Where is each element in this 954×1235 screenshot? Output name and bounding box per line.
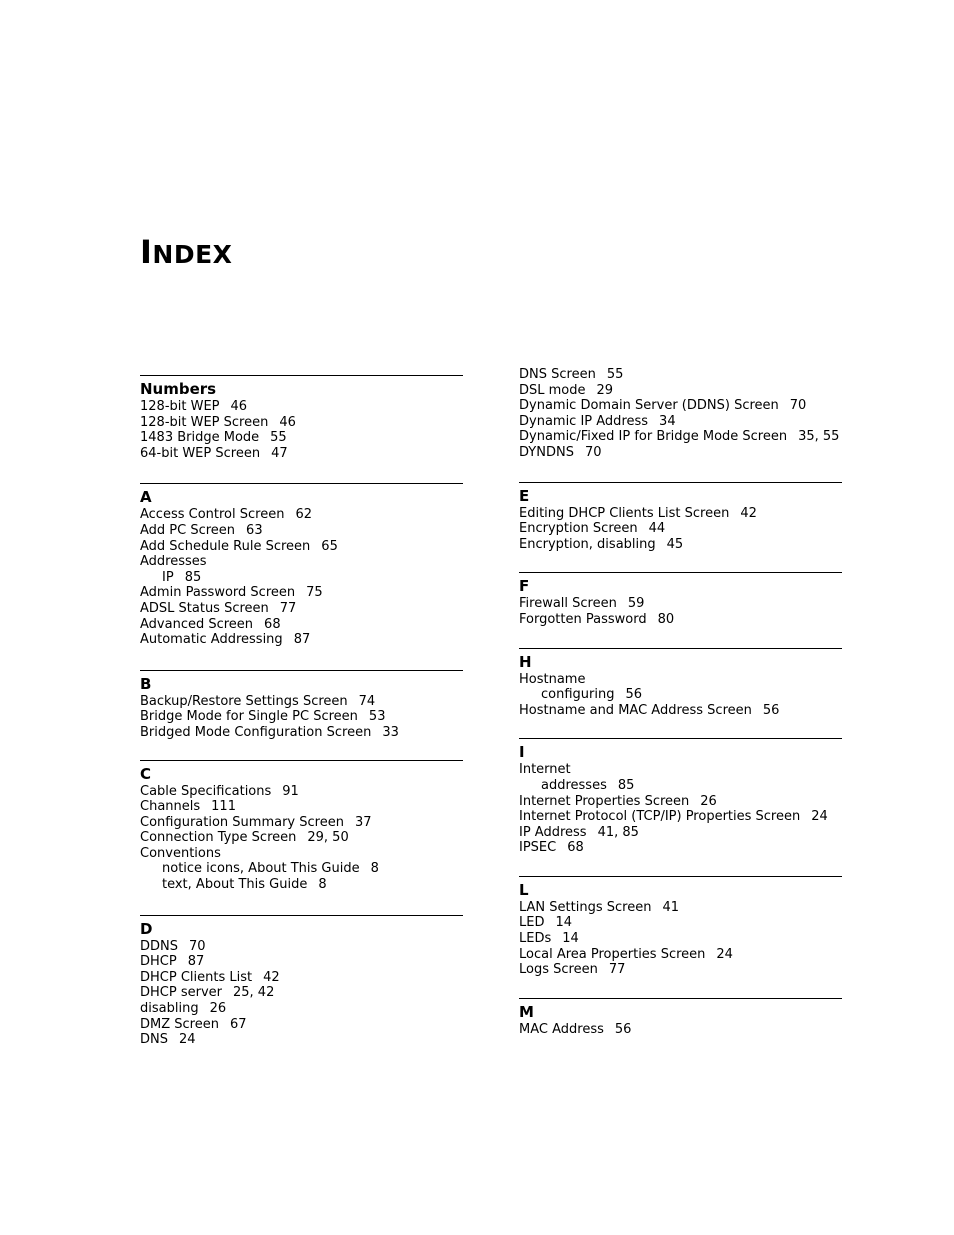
index-term: Hostname and MAC Address Screen [519,702,752,718]
index-term: Connection Type Screen [140,830,297,846]
index-term: DHCP server [140,985,222,1001]
index-term: Internet Protocol (TCP/IP) Properties Screen [519,809,801,825]
index-section [140,670,463,741]
index-page-ref: 56 [762,702,780,718]
index-term: Automatic Addressing [140,632,283,648]
index-term: Editing DHCP Clients List Screen [519,505,730,521]
section-letter: B [140,674,152,693]
index-left-column [140,375,463,1048]
index-term: ADSL Status Screen [140,600,269,616]
index-page-ref: 26 [700,793,717,809]
index-term: DDNS [140,938,178,954]
index-section [140,915,463,1048]
index-page-ref: 24 [179,1032,196,1048]
index-term: Encryption, disabling [519,536,656,552]
index-section [140,375,463,461]
index-subentry [519,778,842,794]
index-entry [519,506,842,522]
index-entry [519,931,842,947]
page-title-rest: NDEX [152,240,233,269]
index-page-ref: 29, 50 [307,830,349,846]
index-section [519,876,842,978]
index-term: Hostname [519,671,586,687]
index-entry [140,585,463,601]
index-entry [140,709,463,725]
index-section [519,367,842,461]
index-page-ref: 24 [811,809,828,825]
index-right-column [519,367,842,1037]
index-entry [519,915,842,931]
index-section [140,760,463,893]
index-term: Backup/Restore Settings Screen [140,693,348,709]
index-term: IPSEC [519,840,557,856]
index-page-ref: 14 [555,915,573,931]
index-term: Access Control Screen [140,507,285,523]
index-term: Dynamic IP Address [519,413,649,429]
index-term: configuring [541,687,615,703]
index-term: MAC Address [519,1021,604,1037]
index-page-ref: 85 [617,777,635,793]
index-term: DSL mode [519,382,586,398]
index-page-ref: 45 [666,536,684,552]
index-page-ref: 59 [627,596,645,612]
index-term: Logs Screen [519,962,598,978]
section-letter: Numbers [140,380,217,398]
index-term: LEDs [519,931,552,947]
index-section [519,998,842,1038]
index-entry [519,672,842,688]
index-term: Internet Properties Screen [519,793,690,809]
page-title-initial: I [140,233,153,271]
index-term: DYNDNS [519,444,574,460]
index-section [519,572,842,627]
index-term: 1483 Bridge Mode [140,430,260,446]
section-letter: A [140,488,152,507]
index-term: Local Area Properties Screen [519,946,706,962]
index-entry [519,900,842,916]
index-entry [519,1022,842,1038]
index-section [140,483,463,647]
section-letter: I [519,743,525,762]
section-letter: E [519,486,530,505]
index-page-ref: 29 [596,382,614,398]
index-page-ref: 46 [279,414,296,430]
index-page-ref: 41 [662,899,679,915]
index-term: DMZ Screen [140,1016,219,1032]
index-page-ref: 8 [370,861,379,877]
page-title [140,232,232,275]
index-term: Channels [140,799,201,815]
index-entry [519,703,842,719]
index-entry [140,446,463,462]
index-page-ref: 24 [716,946,733,962]
index-entry [140,799,463,815]
index-page-ref: 56 [614,1021,632,1037]
index-entry [519,429,842,445]
index-page-ref: 75 [306,585,323,601]
index-entry [519,445,842,461]
section-letter: F [519,577,530,596]
index-page-ref: 62 [295,507,313,523]
index-term: text, About This Guide [162,877,308,893]
index-entry [519,398,842,414]
index-entry [140,430,463,446]
index-page-ref: 37 [354,814,372,830]
index-term: Bridged Mode Configuration Screen [140,724,372,740]
section-letter: H [519,652,532,671]
index-term: LED [519,915,545,931]
index-term: Add Schedule Rule Screen [140,538,311,554]
section-letter: D [140,919,153,938]
index-page-ref: 56 [625,687,643,703]
index-page-ref: 68 [567,840,584,856]
index-term: DNS [140,1032,168,1048]
index-term: Cable Specifications [140,783,272,799]
index-page-ref: 70 [189,938,206,954]
index-term: IP Address [519,824,587,840]
index-page-ref: 70 [584,444,602,460]
index-term: Firewall Screen [519,596,617,612]
index-term: IP [162,569,174,585]
index-term: Internet [519,762,571,778]
index-entry [519,383,842,399]
index-entry [140,632,463,648]
index-page-ref: 68 [264,616,281,632]
index-term: LAN Settings Screen [519,899,652,915]
index-page-ref: 34 [659,413,676,429]
index-entry [519,962,842,978]
index-entry [519,947,842,963]
index-entry [519,840,842,856]
index-entry [140,725,463,741]
index-entry [140,554,463,570]
section-letter: C [140,764,152,783]
index-section [519,648,842,719]
index-page-ref: 85 [184,569,202,585]
index-term: Bridge Mode for Single PC Screen [140,709,358,725]
index-entry [519,762,842,778]
index-page-ref: 33 [382,724,399,740]
index-entry [140,1017,463,1033]
index-page-ref: 87 [293,632,311,648]
index-term: DHCP Clients List [140,969,253,985]
index-page-ref: 87 [187,954,205,970]
index-section [519,738,842,856]
index-term: Configuration Summary Screen [140,814,344,830]
index-page-ref: 77 [608,962,626,978]
index-entry [140,954,463,970]
index-entry [519,809,842,825]
index-section [519,482,842,553]
index-subentry [140,570,463,586]
section-letter: M [519,1002,534,1021]
index-entry [140,830,463,846]
index-page-ref: 35, 55 [798,429,840,445]
index-entry [140,694,463,710]
index-term: Advanced Screen [140,616,254,632]
index-page-ref: 42 [740,505,757,521]
index-page-ref: 55 [270,430,287,446]
index-page-ref: 25, 42 [233,985,275,1001]
index-subentry [519,687,842,703]
index-page-ref: 80 [657,611,675,627]
index-page-ref: 91 [282,783,299,799]
index-page-ref: 26 [209,1001,227,1017]
index-page-ref: 14 [562,931,579,947]
index-subentry [140,877,463,893]
index-entry [519,537,842,553]
index-term: Conventions [140,845,221,861]
index-entry [140,939,463,955]
index-subentry [140,861,463,877]
index-entry [519,794,842,810]
index-entry [140,601,463,617]
index-term: Addresses [140,554,207,570]
index-entry [140,1001,463,1017]
index-entry [519,367,842,383]
index-entry [140,399,463,415]
index-term: Forgotten Password [519,611,647,627]
index-page-ref: 42 [263,969,280,985]
index-page-ref: 65 [321,538,338,554]
index-entry [519,612,842,628]
index-entry [140,815,463,831]
index-entry [140,846,463,862]
index-page-ref: 55 [606,367,624,382]
index-term: Dynamic Domain Server (DDNS) Screen [519,398,779,414]
index-term: DHCP [140,954,177,970]
index-page-ref: 63 [246,522,263,538]
index-entry [140,415,463,431]
index-entry [140,523,463,539]
index-page-ref: 8 [318,877,327,893]
index-term: 128-bit WEP Screen [140,414,269,430]
index-page-ref: 47 [271,445,288,461]
index-term: Encryption Screen [519,521,638,537]
index-entry [140,507,463,523]
index-term: DNS Screen [519,367,596,382]
index-page-ref: 53 [368,709,386,725]
index-entry [519,414,842,430]
index-entry [140,985,463,1001]
index-entry [140,784,463,800]
index-term: addresses [541,777,607,793]
index-entry [519,596,842,612]
index-entry [519,825,842,841]
index-term: Add PC Screen [140,522,236,538]
index-page-ref: 44 [648,521,666,537]
index-entry [140,970,463,986]
index-page-ref: 70 [789,398,807,414]
index-entry [140,1032,463,1048]
index-term: disabling [140,1001,199,1017]
index-term: Dynamic/Fixed IP for Bridge Mode Screen [519,429,788,445]
section-letter: L [519,880,529,899]
index-page-ref: 74 [358,693,376,709]
index-term: notice icons, About This Guide [162,861,360,877]
index-term: Admin Password Screen [140,585,296,601]
index-page-ref: 67 [229,1016,247,1032]
index-entry [140,617,463,633]
index-term: 128-bit WEP [140,399,220,414]
index-page-ref: 41, 85 [597,824,639,840]
index-entry [140,539,463,555]
index-page-ref: 46 [230,399,248,414]
index-term: 64-bit WEP Screen [140,445,261,461]
index-entry [519,521,842,537]
index-page-ref: 77 [279,600,297,616]
index-page-ref: 111 [211,799,236,815]
